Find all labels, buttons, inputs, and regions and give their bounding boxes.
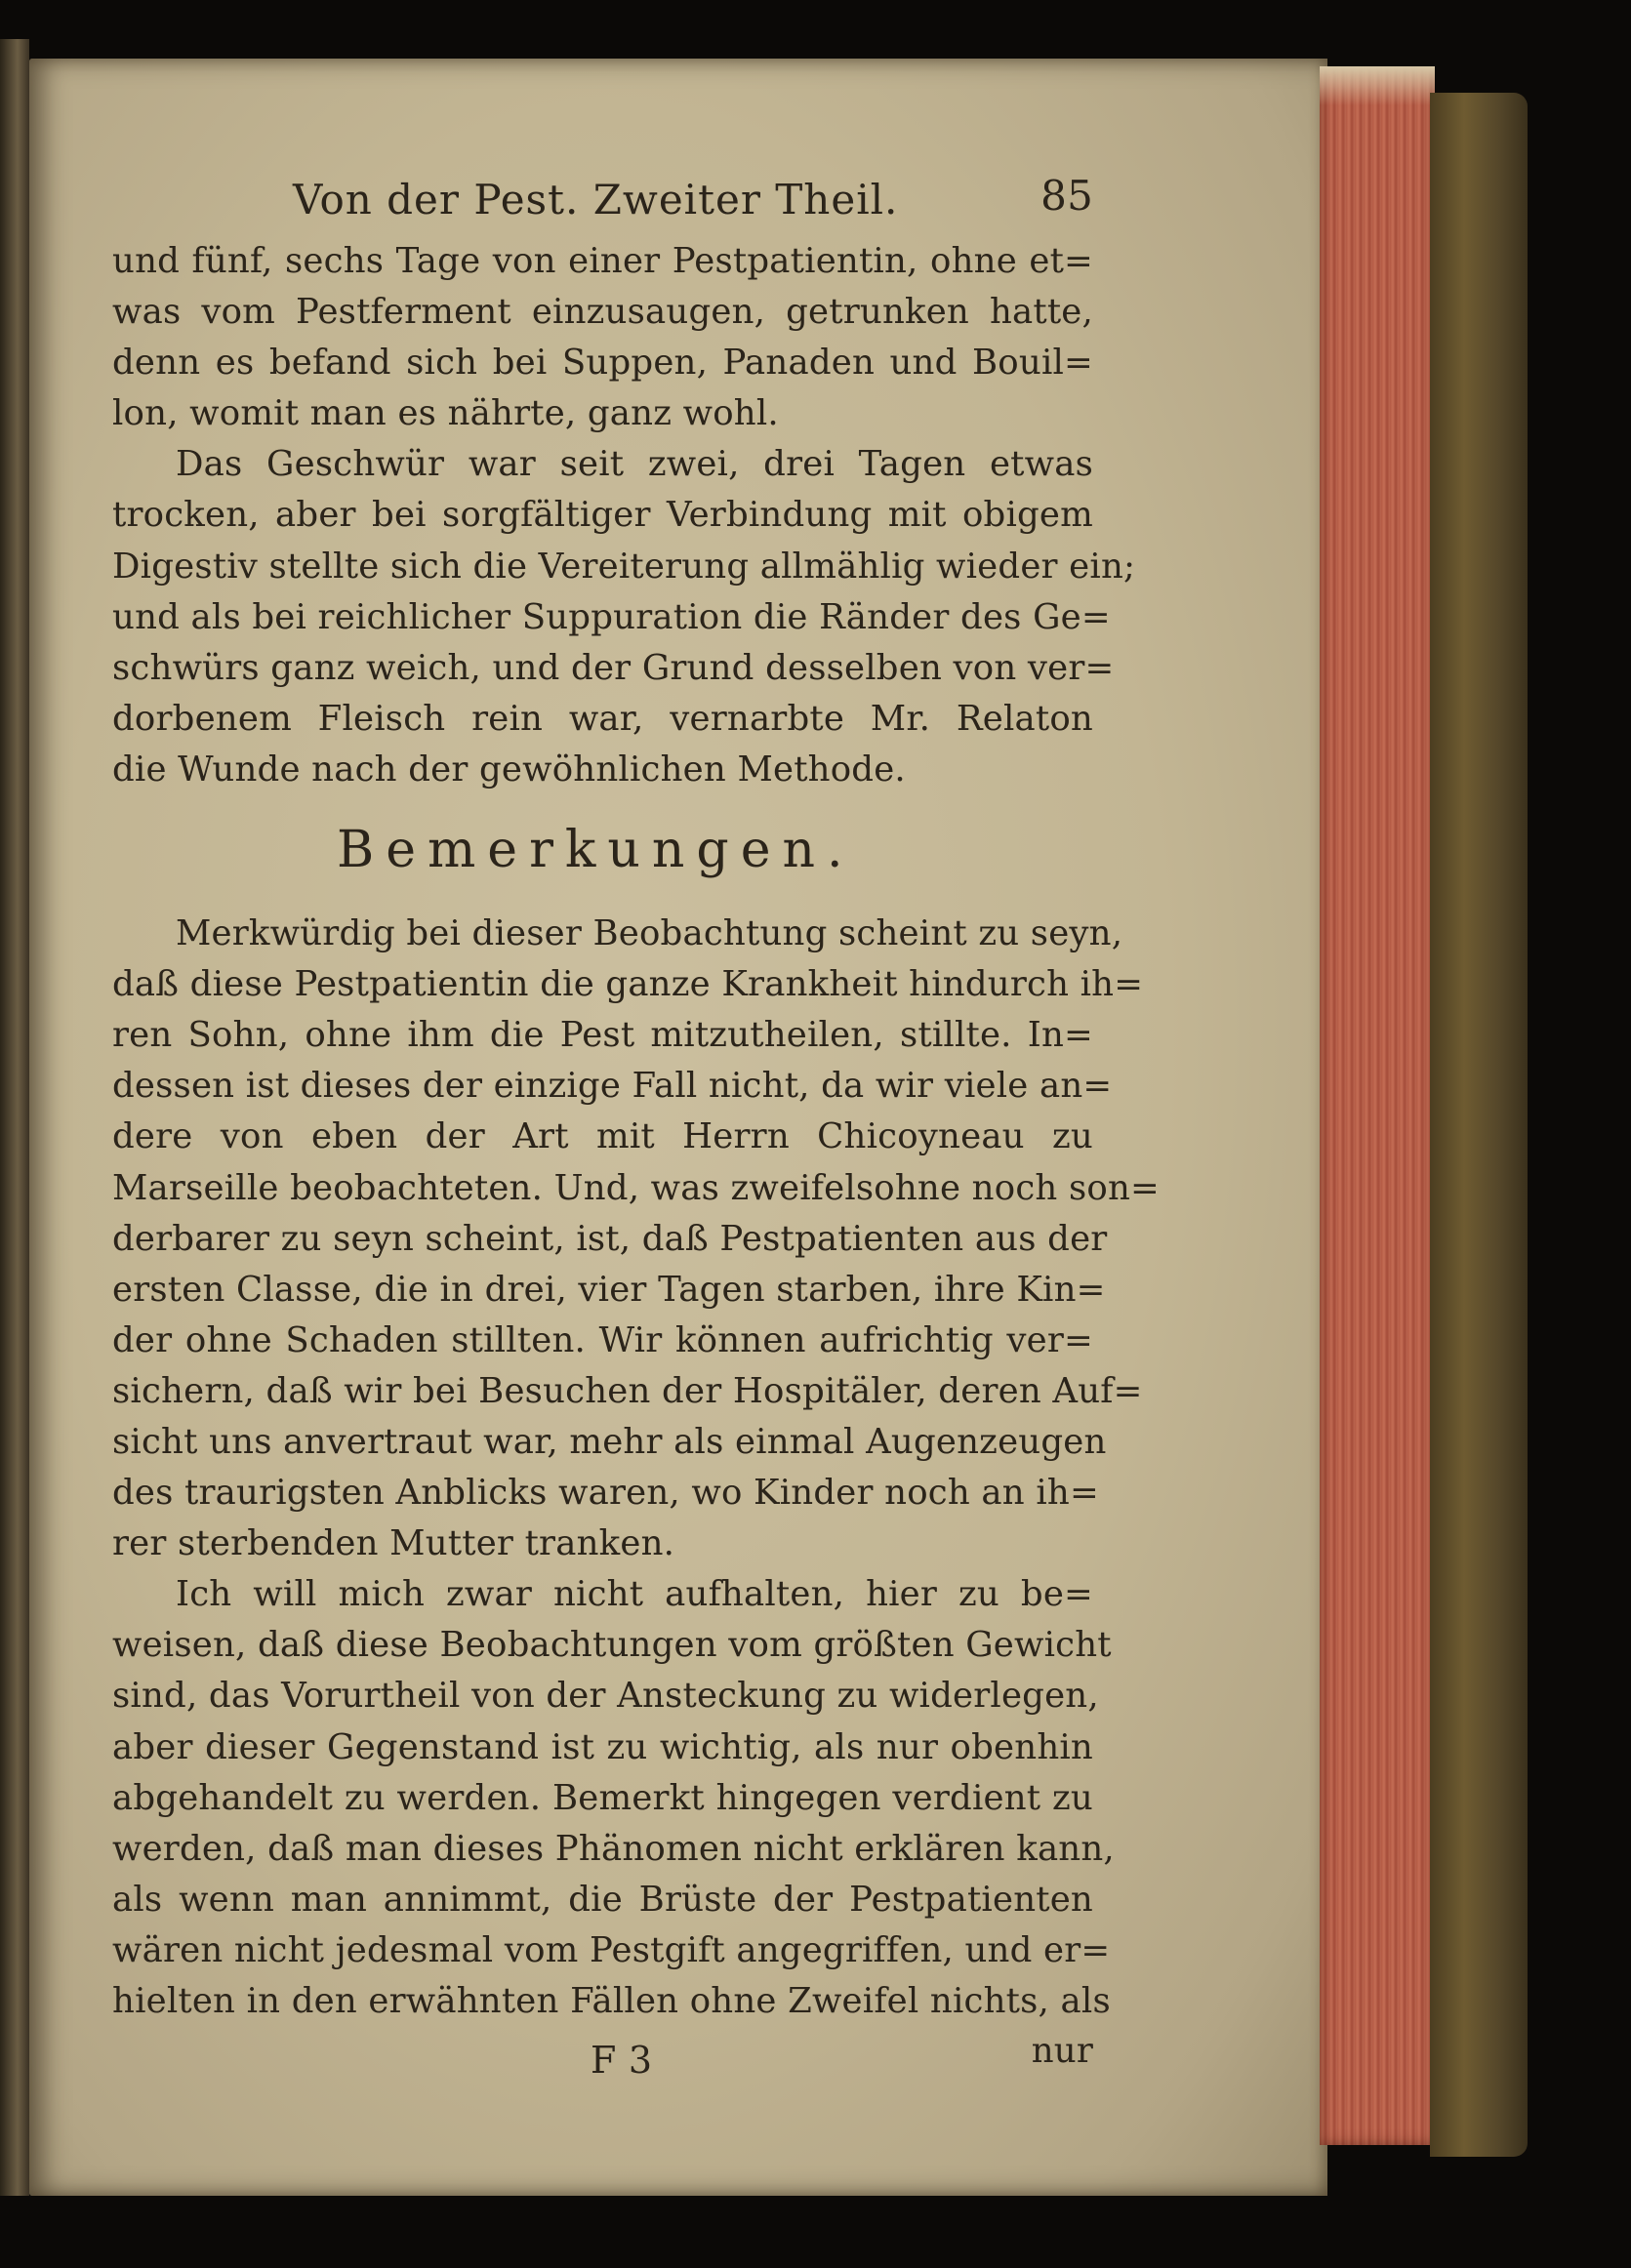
text-line: Merkwürdig bei dieser Beobachtung scheint zu seyn, <box>176 913 1123 954</box>
text-line: Marseille beobachteten. Und, was zweifelsohne noch son= <box>112 1167 1160 1208</box>
paragraph-2 <box>112 439 1136 795</box>
text-line: sicht uns anvertraut war, mehr als einmal Augenzeugen <box>112 1421 1107 1462</box>
text-line: des traurigsten Anblicks waren, wo Kinder noch an ih= <box>112 1473 1099 1514</box>
text-line: und als bei reichlicher Suppuration die Ränder des Ge= <box>112 596 1111 637</box>
text-line: abgehandelt zu werden. Bemerkt hingegen verdient zu <box>112 1777 1093 1818</box>
previous-page-edge <box>0 39 29 2196</box>
text-line: rer sterbenden Mutter tranken. <box>112 1523 675 1564</box>
text-line: was vom Pestferment einzusaugen, getrunken hatte, <box>112 292 1093 333</box>
text-line: und fünf, sechs Tage von einer Pestpatientin, ohne et= <box>112 241 1093 281</box>
text-line: sichern, daß wir bei Besuchen der Hospitäler, deren Auf= <box>112 1370 1143 1411</box>
text-line: Digestiv stellte sich die Vereiterung allmählig wieder ein; <box>112 546 1136 587</box>
text-line: ren Sohn, ohne ihm die Pest mitzutheilen, stillte. In= <box>112 1015 1093 1056</box>
text-line: ersten Classe, die in drei, vier Tagen starben, ihre Kin= <box>112 1269 1106 1310</box>
text-line: wären nicht jedesmal vom Pestgift angegriffen, und er= <box>112 1929 1111 1970</box>
text-line: schwürs ganz weich, und der Grund desselben von ver= <box>112 647 1115 688</box>
section-heading: Bemerkungen. <box>337 821 855 880</box>
text-line: dorbenem Fleisch rein war, vernarbte Mr. Relaton <box>112 698 1093 739</box>
paragraph-1 <box>112 236 1093 439</box>
running-head: Von der Pest. Zweiter Theil. <box>293 176 899 223</box>
text-line: Ich will mich zwar nicht aufhalten, hier zu be= <box>176 1574 1093 1615</box>
text-line: hielten in den erwähnten Fällen ohne Zweifel nichts, als <box>112 1981 1111 2021</box>
text-line: trocken, aber bei sorgfältiger Verbindung mit obigem <box>112 495 1093 536</box>
paragraph-3 <box>112 909 1160 1569</box>
fore-edge-highlight <box>1320 66 1435 105</box>
text-line: der ohne Schaden stillten. Wir können aufrichtig ver= <box>112 1319 1093 1360</box>
signature-mark: F 3 <box>591 2039 653 2083</box>
page-footer <box>112 2031 1093 2089</box>
text-line: lon, womit man es nährte, ganz wohl. <box>112 393 779 434</box>
page-header <box>112 166 1093 234</box>
text-line: dere von eben der Art mit Herrn Chicoyneau zu <box>112 1116 1093 1157</box>
text-line: denn es befand sich bei Suppen, Panaden und Bouil= <box>112 343 1093 384</box>
page-number: 85 <box>1040 172 1093 220</box>
text-line: werden, daß man dieses Phänomen nicht erklären kann, <box>112 1828 1115 1869</box>
paragraph-4 <box>112 1569 1115 2027</box>
text-line: aber dieser Gegenstand ist zu wichtig, als nur obenhin <box>112 1726 1093 1767</box>
text-line: sind, das Vorurtheil von der Ansteckung zu widerlegen, <box>112 1676 1099 1717</box>
page-fore-edge <box>1320 66 1435 2145</box>
text-line: Das Geschwür war seit zwei, drei Tagen etwas <box>176 444 1093 485</box>
text-line: die Wunde nach der gewöhnlichen Methode. <box>112 749 906 790</box>
text-line: weisen, daß diese Beobachtungen vom größten Gewicht <box>112 1625 1112 1666</box>
catchword: nur <box>1031 2031 1093 2072</box>
page-text <box>112 166 1160 2089</box>
text-line: daß diese Pestpatientin die ganze Krankheit hindurch ih= <box>112 964 1144 1005</box>
text-line: als wenn man annimmt, die Brüste der Pestpatienten <box>112 1879 1093 1920</box>
text-line: derbarer zu seyn scheint, ist, daß Pestpatienten aus der <box>112 1218 1108 1259</box>
text-line: dessen ist dieses der einzige Fall nicht, da wir viele an= <box>112 1066 1113 1107</box>
book-cover-board <box>1430 93 1528 2157</box>
